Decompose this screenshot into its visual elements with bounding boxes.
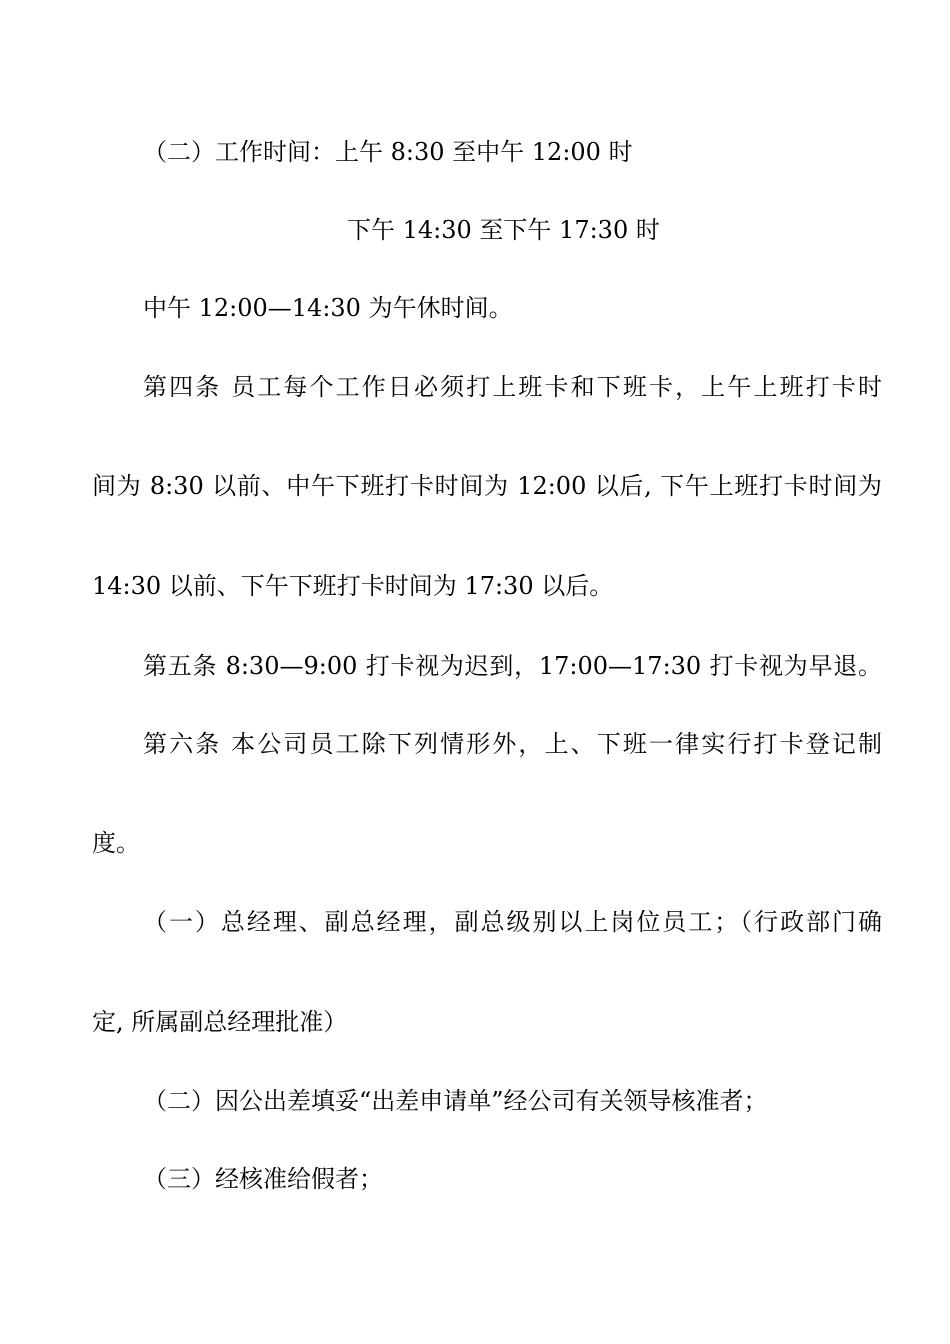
article-four-line-3: 14:30 以前、下午下班打卡时间为 17:30 以后。 <box>92 572 614 600</box>
article-five-text: 第五条 8:30—9:00 打卡视为迟到，17:00—17:30 打卡视为早退。 <box>143 652 882 680</box>
work-hours-morning: （二）工作时间：上午 8:30 至中午 12:00 时 <box>143 138 633 166</box>
article-four-line-2: 间为 8:30 以前、中午下班打卡时间为 12:00 以后, 下午上班打卡时间为 <box>92 472 882 500</box>
work-hours-afternoon: 下午 14:30 至下午 17:30 时 <box>347 216 660 244</box>
article-six-line-1: 第六条 本公司员工除下列情形外，上、下班一律实行打卡登记制 <box>143 730 882 758</box>
lunch-break-text: 中午 12:00—14:30 为午休时间。 <box>143 294 513 322</box>
exception-three-text: （三）经核准给假者； <box>143 1165 383 1193</box>
exception-one-line-2: 定, 所属副总经理批准） <box>92 1008 348 1036</box>
exception-two-text: （二）因公出差填妥“出差申请单”经公司有关领导核准者； <box>143 1087 768 1115</box>
article-six-line-2: 度。 <box>92 829 140 857</box>
exception-one-line-1: （一）总经理、副总经理，副总级别以上岗位员工；（行政部门确 <box>143 908 882 936</box>
article-four-line-1: 第四条 员工每个工作日必须打上班卡和下班卡，上午上班打卡时 <box>143 373 882 401</box>
